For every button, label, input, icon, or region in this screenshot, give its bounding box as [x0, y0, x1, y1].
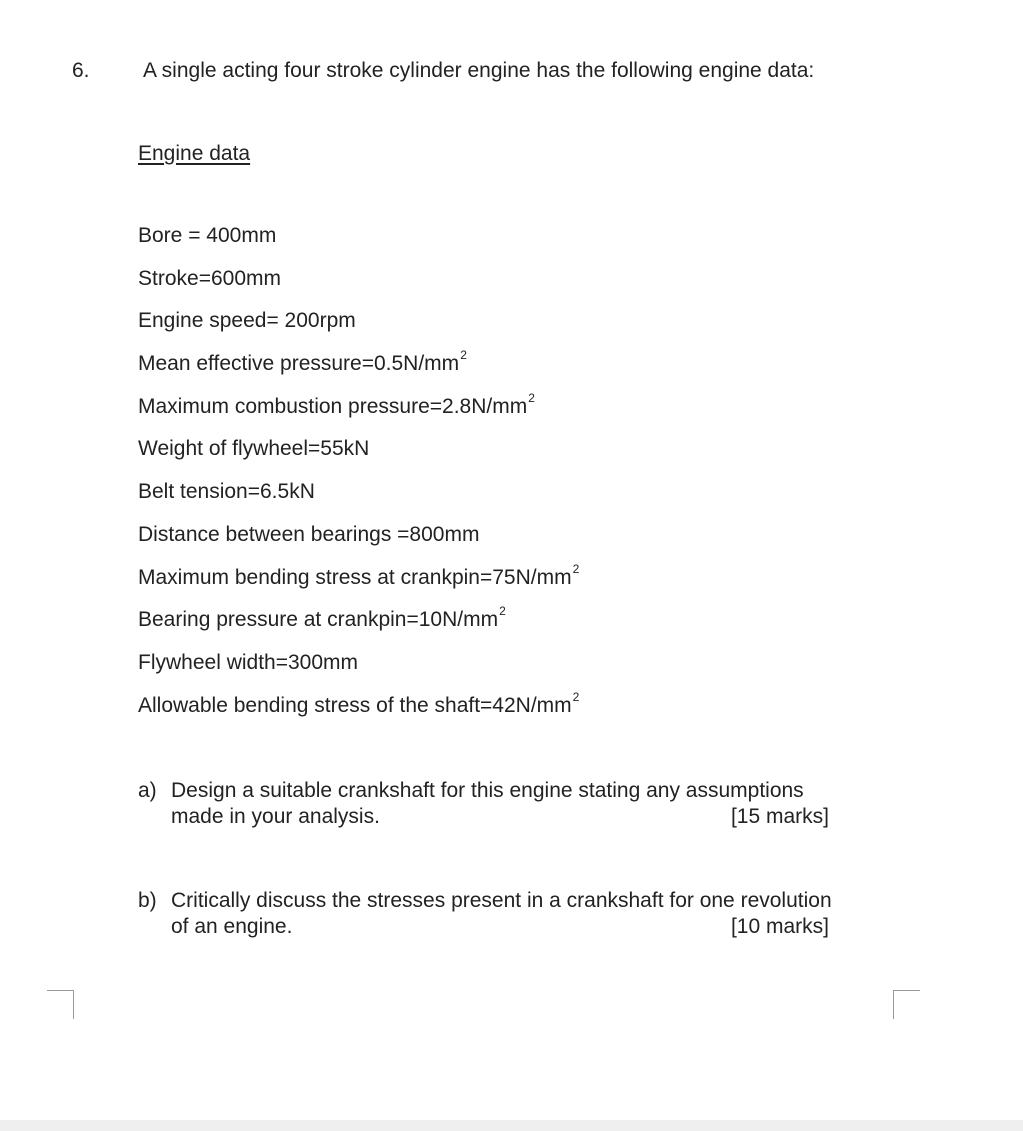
part-text-line2: made in your analysis.	[171, 805, 380, 828]
question-intro: A single acting four stroke cylinder engine has the following engine data:	[143, 59, 815, 82]
marks-label: [10 marks]	[730, 915, 829, 938]
data-item-belt-tension: Belt tension=6.5kN	[138, 480, 315, 504]
marks-label: [15 marks]	[730, 805, 829, 828]
page-bottom-band	[0, 1120, 1023, 1131]
part-text-line1: Critically discuss the stresses present in a crankshaft for one revolution	[171, 889, 832, 912]
part-label: a)	[138, 779, 157, 802]
question-number: 6.	[72, 59, 90, 82]
data-item-mean-effective-pressure: Mean effective $pressure=0.5N/mm^2$	[138, 348, 467, 376]
part-label: b)	[138, 889, 157, 912]
engine-data-heading: Engine data	[138, 142, 251, 165]
page-corner-mark-right	[893, 990, 920, 1019]
unit-superscript: 2	[572, 561, 580, 576]
data-item-flywheel-weight: Weight of flywheel=55kN	[138, 437, 370, 461]
data-item-crankpin-bearing-pressure: Bearing pressure at $crankpin=10N/mm^2$	[138, 604, 506, 632]
data-item-stroke: Stroke=600mm	[138, 266, 281, 290]
unit-superscript: 2	[572, 689, 580, 704]
data-item-max-combustion-pressure: Maximum combustion $pressure=2.8N/mm^2$	[138, 390, 535, 418]
data-item-bearing-distance: Distance between bearings =800mm	[138, 522, 480, 546]
data-item-bore: Bore = 400mm	[138, 224, 277, 247]
engine-data-list	[138, 224, 579, 736]
part-text-line2: of an engine.	[171, 915, 293, 938]
data-item-engine-speed: Engine speed= 200rpm	[138, 309, 356, 333]
page-corner-mark-left	[47, 990, 74, 1019]
data-item-flywheel-width: Flywheel width=300mm	[138, 650, 359, 674]
part-text-line1: Design a suitable crankshaft for this engine stating any assumptions	[171, 779, 804, 802]
unit-superscript: 2	[528, 390, 535, 405]
unit-superscript: 2	[499, 604, 506, 619]
data-item-crankpin-bending-stress: Maximum bending stress at $crankpin=75N/mm^2$	[138, 561, 580, 589]
unit-superscript: 2	[460, 348, 467, 363]
data-item-shaft-bending-stress: Allowable bending stress of the $shaft=42N/mm^2$	[138, 689, 580, 717]
